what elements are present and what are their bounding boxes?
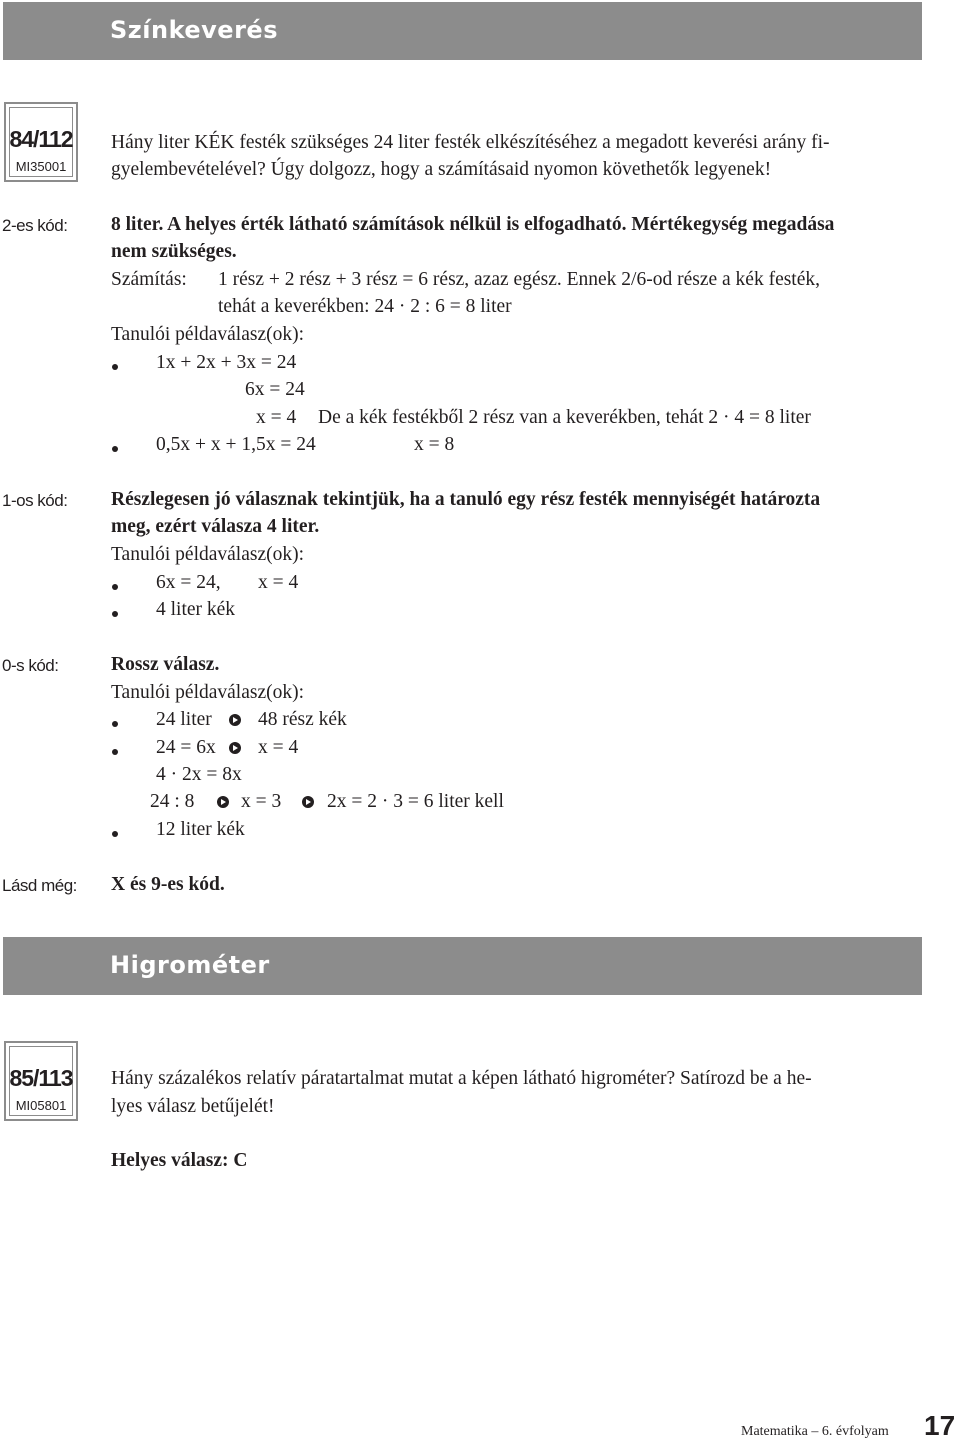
example-line: 4 · 2x = 8x [156, 764, 242, 785]
example-line: 6x = 24, [156, 572, 221, 593]
section-banner-szinkeveres [3, 2, 922, 60]
section-banner-higrometer [3, 937, 922, 995]
question-line-2: lyes válasz betűjelét! [111, 1096, 275, 1117]
code-1-label: 1-os kód: [2, 491, 68, 510]
example-line: 24 : 8 [150, 791, 195, 812]
code-2-text-line-1: 8 liter. A helyes érték látható számítások nélkül is elfogadható. Mértékegység megadása [111, 214, 835, 235]
question-line-1: Hány liter KÉK festék szükséges 24 liter festék elkészítéséhez a megadott keverési arány fi- [111, 132, 830, 153]
item-number: 84/112 [9, 126, 73, 152]
correct-answer: Helyes válasz: C [111, 1150, 248, 1171]
code-2-text-line-2: nem szükséges. [111, 241, 237, 262]
example-line: 2x = 2 · 3 = 6 liter kell [327, 791, 504, 812]
code-0-text: Rossz válasz. [111, 654, 220, 675]
section-title: Higrométer [110, 951, 270, 979]
example-line: 24 liter [156, 709, 212, 730]
arrow-right-icon [217, 796, 229, 808]
example-line: 6x = 24 [245, 379, 305, 400]
example-line: x = 4 [258, 737, 299, 758]
example-line: 24 = 6x [156, 737, 216, 758]
see-also-text: X és 9-es kód. [111, 874, 225, 895]
item-id-box [4, 1041, 78, 1121]
bullet-icon [112, 831, 118, 837]
question-line-1: Hány százalékos relatív páratartalmat mutat a képen látható higrométer? Satírozd be a he- [111, 1068, 812, 1089]
item-code: MI05801 [15, 1098, 67, 1113]
calc-label: Számítás: [111, 269, 187, 290]
item-code: MI35001 [15, 159, 67, 174]
arrow-right-icon [302, 796, 314, 808]
code-2-label: 2-es kód: [2, 216, 68, 235]
arrow-right-icon [229, 742, 241, 754]
example-line: 48 rész kék [258, 709, 347, 730]
example-line: x = 8 [414, 434, 455, 455]
question-line-2: gyelembevételével? Úgy dolgozz, hogy a számításaid nyomon követhetők legyenek! [111, 159, 772, 180]
item-id-box [4, 102, 78, 182]
bullet-icon [112, 749, 118, 755]
see-also-label: Lásd még: [2, 876, 77, 895]
bullet-icon [112, 584, 118, 590]
example-line: 12 liter kék [156, 819, 245, 840]
example-line: 0,5x + x + 1,5x = 24 [156, 434, 316, 455]
code-1-text-line-2: meg, ezért válasza 4 liter. [111, 516, 320, 537]
example-line: x = 3 [241, 791, 282, 812]
bullet-icon [112, 721, 118, 727]
calc-line-2: tehát a keverékben: 24 · 2 : 6 = 8 liter [218, 296, 512, 317]
arrow-right-icon [229, 714, 241, 726]
example-line: 4 liter kék [156, 599, 236, 620]
calc-line-1: 1 rész + 2 rész + 3 rész = 6 rész, azaz egész. Ennek 2/6-od része a kék festék, [218, 269, 821, 290]
code-1-text-line-1: Részlegesen jó válasznak tekintjük, ha a tanuló egy rész festék mennyiségét határozta [111, 489, 821, 510]
example-line: x = 4 [256, 407, 297, 428]
item-number: 85/113 [9, 1065, 73, 1091]
footer-subject: Matematika – 6. évfolyam [741, 1424, 889, 1439]
example-line: x = 4 [258, 572, 299, 593]
bullet-icon [112, 446, 118, 452]
example-line: 1x + 2x + 3x = 24 [156, 352, 297, 373]
bullet-icon [112, 364, 118, 370]
example-line: De a kék festékből 2 rész van a keverékben, tehát 2 · 4 = 8 liter [318, 407, 811, 428]
code-0-label: 0-s kód: [2, 656, 59, 675]
examples-label: Tanulói példaválasz(ok): [111, 544, 305, 565]
examples-label: Tanulói példaválasz(ok): [111, 682, 305, 703]
page-number: 17 [924, 1410, 956, 1441]
examples-label: Tanulói példaválasz(ok): [111, 324, 305, 345]
section-title: Színkeverés [110, 16, 278, 44]
bullet-icon [112, 611, 118, 617]
